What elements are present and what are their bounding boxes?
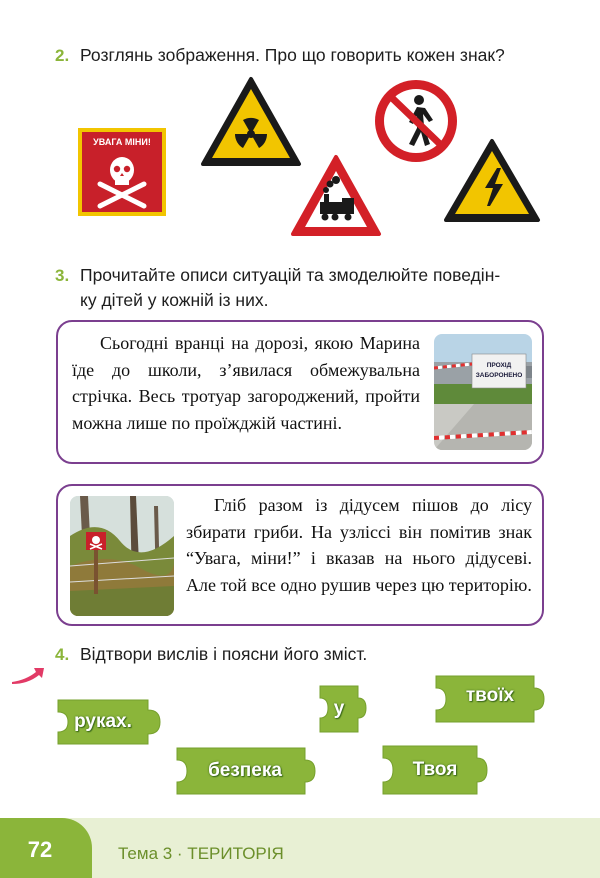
situation-card-1	[56, 320, 544, 464]
puzzle-piece-tvoikh[interactable]	[434, 674, 546, 724]
puzzle-piece-bezpeka[interactable]	[173, 746, 317, 796]
train-crossing-sign-icon	[290, 154, 382, 238]
electric-hazard-sign-icon	[443, 138, 541, 224]
puzzle-piece-rukakh[interactable]	[54, 698, 166, 746]
mine-warning-forest-photo	[70, 496, 174, 616]
situation-1-text: Сьогодні вранці на дорозі, якою Марина їде до школи, з’явилася обмежувальна стрічка. Весь тротуар загороджений, пройти можна лише по проїжджій частині.	[72, 333, 420, 433]
svg-text:ЗАБОРОНЕНО: ЗАБОРОНЕНО	[475, 372, 523, 379]
svg-text:ПРОХІД: ПРОХІД	[486, 362, 512, 369]
task-2-number: 2.	[55, 46, 70, 65]
task-4-text: Відтвори вислів і поясни його зміст.	[80, 644, 368, 664]
puzzle-label-tvoikh: твоїх	[465, 685, 515, 706]
puzzle-label-u: у	[333, 698, 345, 719]
puzzle-piece-u[interactable]	[318, 684, 368, 734]
mine-warning-sign-icon	[78, 128, 166, 216]
puzzle-label-rukakh: руках.	[74, 711, 132, 732]
restricted-sidewalk-photo	[434, 334, 532, 450]
task-3-number: 3.	[55, 266, 70, 285]
puzzle-label-tvoia: Твоя	[412, 759, 458, 780]
situation-2-text: Гліб разом із дідусем пішов до лісу збирати гриби. На узліссі він помітив знак “Увага, міни!” і вказав на нього дідусеві. Але той все одно рушив через цю територію.	[186, 495, 532, 595]
pointer-arrow-icon	[10, 664, 46, 686]
radiation-sign-icon	[200, 76, 302, 168]
task-4-number: 4.	[55, 645, 70, 664]
puzzle-label-bezpeka: безпека	[208, 760, 282, 781]
situation-card-2	[56, 484, 544, 626]
topic-title: Тема 3 · ТЕРИТОРІЯ	[118, 844, 284, 863]
page-number: 72	[27, 837, 53, 862]
mine-sign-label: УВАГА МІНИ!	[93, 137, 151, 147]
page-footer	[0, 818, 600, 878]
task-2-text: Розглянь зображення. Про що говорить кожен знак?	[80, 45, 505, 65]
task-3-text: Прочитайте описи ситуацій та змоделюйте поведін- ку дітей у кожній із них.	[80, 265, 501, 310]
puzzle-piece-tvoia[interactable]	[379, 744, 491, 796]
